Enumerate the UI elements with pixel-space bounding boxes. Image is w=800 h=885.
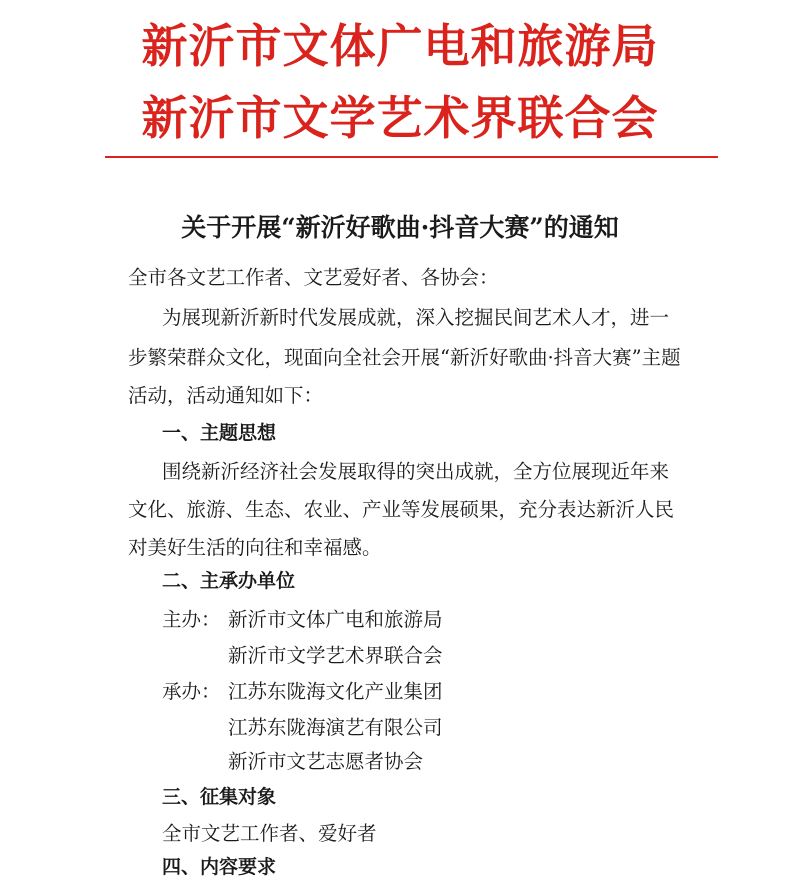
red-divider [105, 156, 718, 158]
organizer-unit-3: 新沂市文艺志愿者协会 [228, 750, 424, 773]
salutation: 全市各文艺工作者、文艺爱好者、各协会： [128, 266, 499, 289]
section1-line-2: 文化、旅游、生态、农业、产业等发展硕果，充分表达新沂人民 [128, 498, 675, 521]
issuer-name-1: 新沂市文体广电和旅游局 [141, 19, 659, 73]
host-label: 主办： [162, 608, 221, 631]
section-heading-4: 四、内容要求 [162, 856, 277, 878]
organizer-unit-2: 江苏东陇海演艺有限公司 [228, 716, 443, 739]
section-heading-3: 三、征集对象 [162, 786, 277, 808]
intro-line-1: 为展现新沂新时代发展成就，深入挖掘民间艺术人才，进一 [162, 306, 670, 329]
section1-line-1: 围绕新沂经济社会发展取得的突出成就，全方位展现近年来 [162, 460, 670, 483]
organizer-label: 承办： [162, 680, 221, 703]
intro-line-2: 步繁荣群众文化，现面向全社会开展“新沂好歌曲·抖音大赛”主题 [128, 346, 681, 369]
organizer-unit-1: 江苏东陇海文化产业集团 [228, 680, 443, 703]
section3-line-1: 全市文艺工作者、爱好者 [162, 822, 377, 845]
section1-line-3: 对美好生活的向往和幸福感。 [128, 536, 382, 559]
section-heading-2: 二、主承办单位 [162, 570, 296, 592]
issuer-name-2: 新沂市文学艺术界联合会 [141, 91, 659, 145]
document-title: 关于开展“新沂好歌曲·抖音大赛”的通知 [181, 213, 619, 242]
host-unit-1: 新沂市文体广电和旅游局 [228, 608, 443, 631]
intro-line-3: 活动，活动通知如下： [128, 384, 324, 407]
section-heading-1: 一、主题思想 [162, 422, 277, 444]
host-unit-2: 新沂市文学艺术界联合会 [228, 644, 443, 667]
